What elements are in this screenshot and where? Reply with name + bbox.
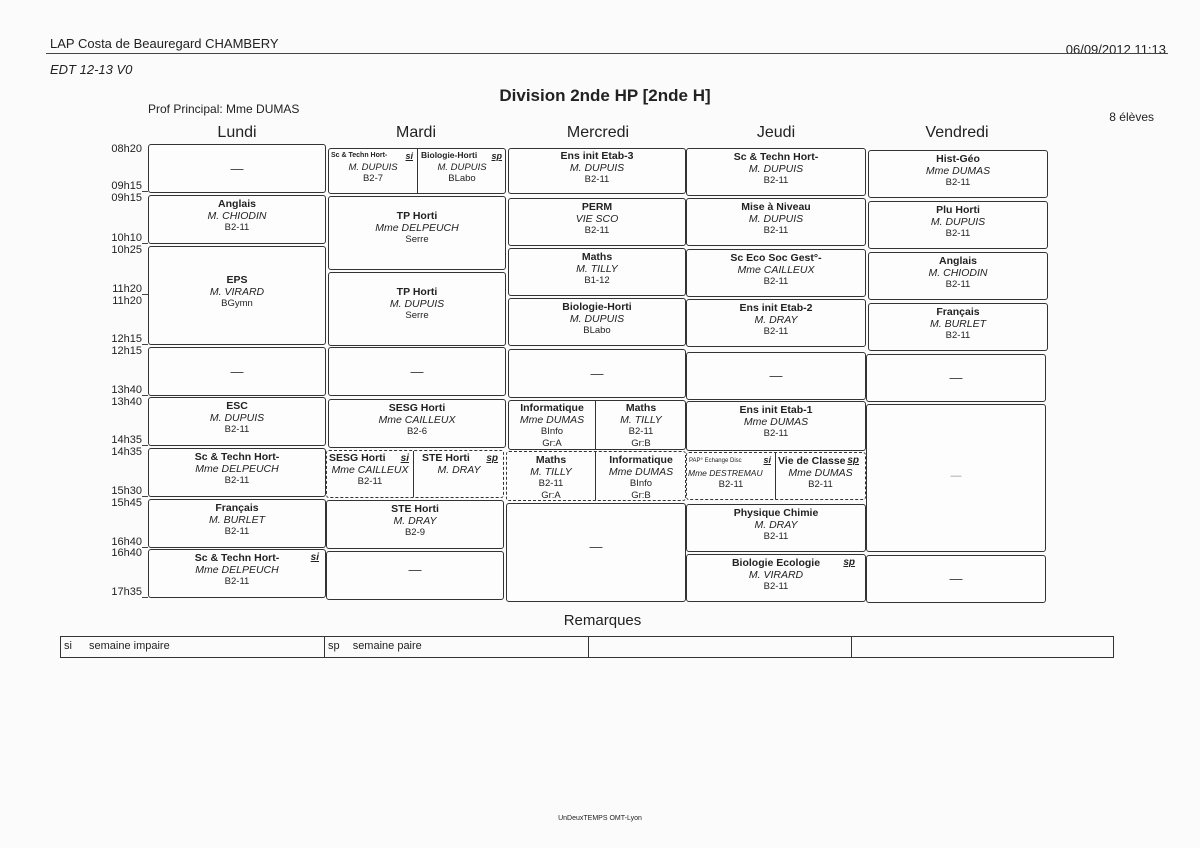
course-half [509, 401, 595, 449]
course-subject: TP Horti [396, 210, 438, 222]
time-label: 17h35 [111, 586, 142, 598]
course-slot [508, 298, 686, 346]
course-room: B2-11 [945, 279, 971, 290]
course-teacher: Mme CAILLEUX [737, 263, 815, 276]
course-subject: Sc & Techn Hort- [733, 151, 819, 163]
time-label: 08h20 [111, 143, 142, 155]
course-teacher: Mme DUMAS [925, 164, 991, 177]
time-tick [142, 496, 148, 497]
time-label: 09h15 [111, 180, 142, 192]
course-room: Serre [405, 234, 429, 245]
course-teacher: M. BURLET [208, 513, 265, 526]
course-teacher: M. CHIODIN [207, 209, 267, 222]
time-label: 14h35 [111, 446, 142, 458]
course-room: B2-11 [224, 222, 250, 233]
course-room: B2-9 [404, 527, 426, 538]
course-room: B2-11 [763, 276, 789, 287]
course-teacher: M. DUPUIS [569, 161, 625, 174]
course-slot [508, 148, 686, 194]
course-teacher: M. DUPUIS [437, 161, 487, 173]
course-slot-split [328, 148, 506, 194]
course-room: B2-6 [406, 426, 428, 437]
course-slot-split [508, 400, 686, 450]
course-room: BLabo [583, 325, 611, 336]
course-subject: Maths [581, 251, 613, 263]
prof-principal: Prof Principal: Mme DUMAS [148, 102, 300, 116]
empty-marker: — [230, 363, 244, 379]
course-subject: STE Horti [391, 503, 439, 515]
slot-empty [866, 354, 1046, 402]
header-divider [46, 53, 1168, 54]
week-flag: si [763, 455, 771, 465]
course-room: BInfo [540, 426, 564, 437]
day-header-mardi: Mardi [395, 124, 436, 141]
course-teacher: M. DUPUIS [209, 411, 265, 424]
course-slot [148, 397, 326, 446]
course-teacher: M. DRAY [754, 518, 798, 531]
course-subject: TP Horti [396, 286, 438, 298]
course-subject: Informatique [609, 454, 673, 466]
week-flag: sp [491, 151, 502, 161]
course-teacher: M. DUPUIS [748, 162, 804, 175]
student-count: 8 élèves [1109, 110, 1154, 124]
course-slot-split [506, 451, 686, 501]
course-slot [868, 303, 1048, 351]
course-slot [508, 198, 686, 246]
time-label: 15h45 [111, 497, 142, 509]
course-teacher: Mme DESTREMAU [688, 467, 763, 478]
course-teacher: Mme DUMAS [788, 466, 853, 479]
course-teacher: Mme DELPEUCH [375, 221, 459, 234]
course-slot [686, 299, 866, 347]
course-room: B2-11 [945, 330, 971, 341]
course-subject: SESG Horti [329, 452, 386, 464]
course-room: B2-11 [763, 175, 789, 186]
course-half [776, 453, 865, 499]
slot-empty [148, 347, 326, 396]
course-subject: PAP° Echange Disc [689, 458, 742, 464]
time-tick [142, 547, 148, 548]
week-flag: si [400, 453, 409, 464]
slot-empty [506, 503, 686, 602]
course-slot [686, 249, 866, 297]
course-room: B2-11 [808, 479, 833, 490]
course-slot [148, 448, 326, 497]
course-subject: Biologie-Horti [562, 301, 632, 313]
empty-marker: — [949, 370, 963, 385]
time-label: 11h20 [112, 295, 142, 307]
empty-marker: — [589, 538, 603, 554]
course-room: B2-11 [584, 225, 610, 236]
time-tick [142, 445, 148, 446]
course-subject: STE Horti [422, 452, 470, 464]
course-group: Gr:A [542, 437, 562, 449]
course-subject: Hist-Géo [936, 153, 980, 165]
course-room: B2-7 [362, 173, 384, 184]
course-half [596, 401, 686, 449]
course-slot [868, 150, 1048, 198]
course-subject: Sc & Techn Hort- [194, 451, 280, 463]
day-header-jeudi: Jeudi [756, 124, 796, 141]
course-subject: Ens init Etab-3 [560, 150, 634, 162]
remarque-empty [589, 637, 852, 657]
day-header-vendredi: Vendredi [925, 124, 989, 141]
course-subject: Physique Chimie [733, 507, 819, 519]
time-tick [142, 243, 148, 244]
course-room: B2-11 [945, 228, 971, 239]
course-slot [686, 401, 866, 451]
remarque-label: semaine paire [352, 640, 422, 652]
time-label: 13h40 [111, 396, 142, 408]
course-slot [686, 198, 866, 246]
course-room: B2-11 [763, 531, 789, 542]
time-tick [142, 395, 148, 396]
course-room: BInfo [629, 478, 653, 489]
empty-marker: — [590, 365, 604, 381]
course-slot [148, 549, 326, 598]
course-subject: Biologie Ecologie [731, 557, 821, 569]
course-slot [326, 500, 504, 549]
course-teacher: Mme DELPEUCH [195, 563, 279, 576]
course-room: Serre [405, 310, 429, 321]
day-header-mercredi: Mercredi [566, 124, 630, 141]
remarques-title: Remarques [563, 612, 642, 629]
course-teacher: M. DUPUIS [748, 212, 804, 225]
slot-empty [686, 352, 866, 400]
course-room: B2-11 [763, 326, 789, 337]
course-teacher: M. DUPUIS [389, 297, 445, 310]
course-subject: Informatique [520, 402, 584, 414]
course-slot [328, 399, 506, 448]
course-subject: Sc & Techn Hort- [194, 552, 280, 564]
time-label: 10h10 [111, 232, 142, 244]
course-room: B2-11 [763, 428, 789, 439]
time-label: 16h40 [111, 547, 142, 559]
course-subject: Ens init Etab-1 [739, 404, 813, 416]
course-teacher: Mme CAILLEUX [378, 413, 456, 426]
week-flag: si [405, 151, 413, 161]
course-slot [148, 195, 326, 244]
course-subject: Français [215, 502, 259, 514]
course-room: B2-11 [224, 576, 250, 587]
course-teacher: M. DUPUIS [930, 215, 986, 228]
course-slot-split [686, 452, 866, 500]
course-room: B2-11 [584, 174, 610, 185]
remarque-sp [325, 637, 589, 657]
course-room: B2-11 [718, 479, 744, 490]
course-room: B2-11 [628, 426, 654, 437]
course-half [507, 452, 595, 500]
slot-empty [326, 551, 504, 600]
course-subject: Anglais [218, 198, 256, 210]
time-label: 16h40 [111, 536, 142, 548]
course-teacher: M. DUPUIS [348, 161, 398, 173]
course-teacher: M. DUPUIS [569, 312, 625, 325]
course-subject: PERM [581, 201, 613, 213]
course-room: BGymn [221, 298, 253, 309]
course-teacher: Mme DUMAS [608, 465, 674, 478]
empty-marker: — [230, 160, 244, 176]
course-teacher: M. DRAY [393, 514, 437, 527]
course-teacher: M. DRAY [754, 313, 798, 326]
print-datetime: 06/09/2012 11:13 [1065, 42, 1166, 57]
course-room: B2-11 [224, 475, 250, 486]
course-room: B2-11 [763, 225, 789, 236]
time-label: 12h15 [111, 333, 142, 345]
course-subject: Maths [535, 454, 567, 466]
course-half [418, 149, 506, 193]
slot-empty [866, 404, 1046, 552]
week-flag: sp [843, 557, 855, 568]
course-half [329, 149, 417, 193]
course-slot [686, 148, 866, 196]
course-slot [686, 504, 866, 552]
remarque-code: sp [328, 640, 340, 652]
empty-marker: — [949, 571, 963, 586]
remarque-si [61, 637, 325, 657]
empty-marker: — [769, 368, 783, 383]
course-slot-split [326, 450, 504, 498]
time-tick [142, 597, 148, 598]
day-header-lundi: Lundi [217, 124, 257, 141]
course-teacher: M. BURLET [929, 317, 986, 330]
slot-empty [328, 347, 506, 396]
course-subject: Sc & Techn Hort- [331, 152, 388, 159]
course-subject: Mise à Niveau [741, 201, 811, 213]
slot-empty [508, 349, 686, 398]
course-half [687, 453, 775, 499]
time-tick [142, 191, 148, 192]
course-half [596, 452, 686, 500]
time-label: 13h40 [111, 384, 142, 396]
empty-marker: — [950, 470, 962, 482]
course-teacher: Mme DELPEUCH [195, 462, 279, 475]
course-group: Gr:A [541, 489, 561, 501]
course-teacher: Mme DUMAS [519, 413, 585, 426]
course-subject: Maths [625, 402, 657, 414]
course-subject: Ens init Etab-2 [739, 302, 813, 314]
time-label: 15h30 [111, 485, 142, 497]
course-slot [148, 246, 326, 345]
course-teacher: M. DRAY [437, 463, 481, 476]
course-subject: ESC [226, 400, 248, 412]
course-slot [868, 201, 1048, 249]
course-room: B1-12 [584, 275, 610, 286]
empty-marker: — [408, 561, 422, 577]
course-slot [328, 272, 506, 346]
course-group: Gr:B [631, 489, 651, 501]
time-label: 09h15 [111, 192, 142, 204]
course-teacher: M. TILLY [620, 413, 662, 426]
school-name: LAP Costa de Beauregard CHAMBERY [50, 36, 279, 51]
slot-empty [866, 555, 1046, 603]
course-half [327, 451, 413, 497]
course-subject: SESG Horti [388, 402, 446, 414]
course-room: B2-11 [224, 526, 250, 537]
remarques-table [60, 636, 1114, 658]
course-room: B2-11 [945, 177, 971, 188]
week-flag: sp [847, 455, 859, 466]
edt-version: EDT 12-13 V0 [50, 62, 133, 77]
time-label: 11h20 [112, 283, 142, 295]
week-flag: si [310, 552, 319, 563]
course-slot [868, 252, 1048, 300]
remarque-label: semaine impaire [89, 640, 170, 652]
footer-software: UnDeuxTEMPS OMT-Lyon [558, 815, 642, 822]
week-flag: sp [486, 453, 498, 464]
course-subject: EPS [226, 274, 248, 286]
time-label: 10h25 [111, 244, 142, 256]
course-subject: Français [936, 306, 980, 318]
course-teacher: M. TILLY [530, 465, 572, 478]
page-title: Division 2nde HP [2nde H] [499, 86, 711, 105]
course-room: B2-11 [763, 581, 789, 592]
course-teacher: Mme DUMAS [743, 415, 809, 428]
course-half [414, 451, 504, 497]
course-teacher: M. CHIODIN [928, 266, 988, 279]
course-room: B2-11 [224, 424, 250, 435]
course-teacher: M. VIRARD [748, 568, 804, 581]
course-group: Gr:B [631, 437, 651, 449]
course-teacher: M. TILLY [576, 262, 618, 275]
course-subject: Sc Eco Soc Gest°- [730, 252, 822, 264]
course-teacher: M. VIRARD [209, 285, 265, 298]
course-subject: Anglais [939, 255, 977, 267]
course-room: B2-11 [357, 476, 383, 487]
course-slot [508, 248, 686, 296]
course-slot [686, 554, 866, 602]
course-slot [148, 499, 326, 548]
remarque-code: si [64, 640, 72, 652]
course-teacher: Mme CAILLEUX [331, 463, 409, 476]
time-label: 14h35 [111, 434, 142, 446]
time-tick [142, 344, 148, 345]
slot-empty [148, 144, 326, 193]
course-teacher: VIE SCO [575, 212, 619, 225]
course-subject: Plu Horti [936, 204, 980, 216]
course-subject: Biologie-Horti [421, 150, 478, 160]
time-label: 12h15 [111, 345, 142, 357]
course-room: B2-11 [538, 478, 564, 489]
course-room: BLabo [448, 173, 476, 184]
course-slot [328, 196, 506, 270]
empty-marker: — [410, 363, 424, 379]
course-subject: Vie de Classe [778, 455, 846, 467]
